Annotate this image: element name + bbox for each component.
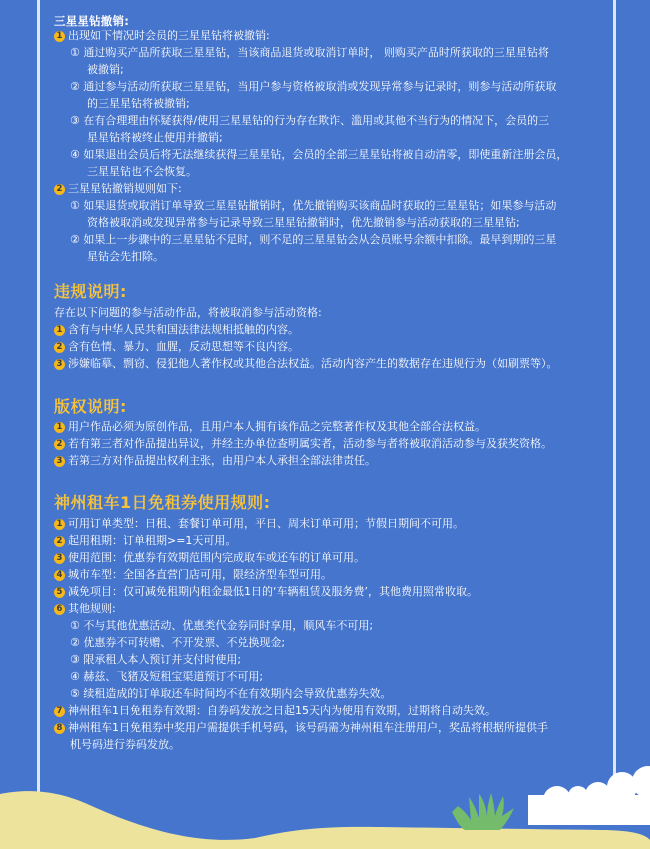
number-badge: 2 [54,536,65,547]
list-item: 3 使用范围：优惠券有效期范围内完成取车或还车的订单可用。 [54,550,365,566]
sub-item: ① 如果退货或取消订单导致三星星钻撤销时，优先撤销购买该商品时获取的三星星钻；如果参与活动 [70,199,557,212]
list-item: 5 减免项目：仅可减免租期内租金最低1日的‘车辆租赁及服务费’，其他费用照常收取。 [54,584,478,600]
number-badge: 3 [54,456,65,467]
sub-item: ④ 如果退出会员后将无法继续获得三星星钻，会员的全部三星星钻将被自动清零，即使重新注册会员， [70,148,568,161]
list-item: 3 涉嫌临摹、剽窃、侵犯他人著作权或其他合法权益。活动内容产生的数据存在违规行为（如刷票等）。 [54,356,558,372]
number-badge: 1 [54,31,65,42]
list-item: 6 其他规则: [54,601,116,617]
sub-item-continuation: 星星钻将被终止使用并撤销; [87,131,223,144]
number-badge: 1 [54,325,65,336]
sub-item: ② 通过参与活动所获取三星星钻，当用户参与资格被取消或发现异常参与记录时，则参与活动所获取 [70,80,557,93]
sub-item: ① 不与其他优惠活动、优惠类代金券同时享用，顺风车不可用; [70,619,374,632]
number-badge: 2 [54,184,65,195]
sub-item: ④ 赫兹、飞猪及短租宝渠道预订不可用; [70,670,264,683]
list-item: 2 起用租期：订单租期>=1天可用。 [54,533,236,549]
number-badge: 1 [54,422,65,433]
section-title-copyright: 版权说明: [54,397,127,416]
list-item: 1 含有与中华人民共和国法律法规相抵触的内容。 [54,322,299,338]
number-badge: 1 [54,519,65,530]
list-item: 1 出现如下情况时会员的三星星钻将被撤销: [54,28,270,44]
number-badge: 3 [54,359,65,370]
list-item: 3 若第三方对作品提出权利主张，由用户本人承担全部法律责任。 [54,453,376,469]
list-item: 2 若有第三者对作品提出异议，并经主办单位查明属实者，活动参与者将被取消活动参与及获奖资格。 [54,436,552,452]
list-item: 2 含有色情、暴力、血腥，反动思想等不良内容。 [54,339,299,355]
list-item: 1 用户作品必须为原创作品，且用户本人拥有该作品之完整著作权及其他全部合法权益。 [54,419,486,435]
list-item: 4 城市车型：全国各直营门店可用，限经济型车型可用。 [54,567,332,583]
section-intro: 存在以下问题的参与活动作品，将被取消参与活动资格: [54,306,322,319]
sub-item-continuation: 的三星星钻将被撤销; [87,97,190,110]
sub-item: ③ 限承租人本人预订并支付时使用; [70,653,242,666]
number-badge: 5 [54,587,65,598]
section-title-violation: 违规说明: [54,282,127,301]
section-title-coupon: 神州租车1日免租券使用规则: [54,493,271,512]
number-badge: 3 [54,553,65,564]
sub-item-continuation: 资格被取消或发现异常参与记录导致三星星钻撤销时，优先撤销参与活动获取的三星星钻; [87,216,520,229]
number-badge: 2 [54,342,65,353]
number-badge: 6 [54,604,65,615]
sub-item: ② 优惠券不可转赠、不开发票、不兑换现金; [70,636,286,649]
section-title-revocation: 三星星钻撤销: [54,14,129,28]
list-item-continuation: 机号码进行券码发放。 [70,738,180,751]
sub-item-continuation: 星钻会先扣除。 [87,250,164,263]
grass-icon [452,793,514,830]
list-item: 8 神州租车1日免租券中奖用户需提供手机号码，该号码需为神州租车注册用户，奖品将根据所提供手 [54,720,548,736]
list-item: 1 可用订单类型：日租、套餐订单可用，平日、周末订单可用；节假日期间不可用。 [54,516,464,532]
list-item: 7 神州租车1日免租券有效期：自券码发放之日起15天内为使用有效期，过期将自动失效。 [54,703,496,719]
sub-item: ② 如果上一步骤中的三星星钻不足时，则不足的三星星钻会从会员账号余额中扣除。最早到期的三星 [70,233,557,246]
sub-item-continuation: 被撤销; [87,63,124,76]
sub-item: ① 通过购买产品所获取三星星钻，当该商品退货或取消订单时， 则购买产品时所获取的三星星钻将 [70,46,549,59]
number-badge: 8 [54,723,65,734]
sub-item: ⑤ 续租造成的订单取还车时间均不在有效期内会导致优惠券失效。 [70,687,392,700]
sub-item: ③ 在有合理理由怀疑获得/使用三星星钻的行为存在欺诈、滥用或其他不当行为的情况下，会员的三 [70,114,550,127]
cloud-icon [528,766,650,825]
sub-item-continuation: 三星星钻也不会恢复。 [87,165,197,178]
list-item: 2 三星星钻撤销规则如下: [54,181,182,197]
number-badge: 4 [54,570,65,581]
number-badge: 7 [54,706,65,717]
number-badge: 2 [54,439,65,450]
